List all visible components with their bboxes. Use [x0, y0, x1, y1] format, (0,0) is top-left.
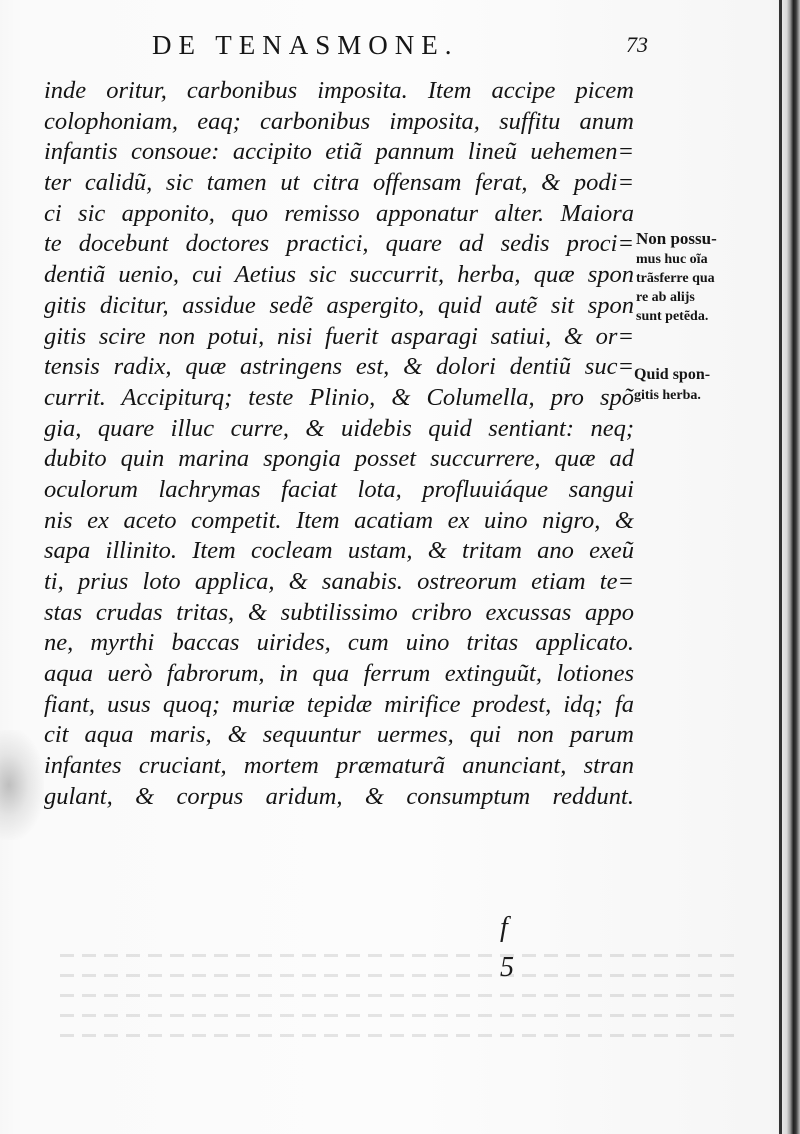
text-line: gitis scire non potui, nisi fuerit asparagi satiui, & or=: [44, 322, 634, 350]
text-line: gia, quare illuc curre, & uidebis quid sentiant: neq;: [44, 414, 634, 442]
text-line: te docebunt doctores practici, quare ad sedis proci=: [44, 230, 634, 258]
text-line: infantis consoue: accipito etiã pannum lineũ uehemen=: [44, 138, 634, 166]
page-number: 73: [626, 32, 648, 57]
marginal-note-line: mus huc oĩa: [636, 252, 708, 267]
marginal-note-line: Non possu-: [636, 229, 717, 248]
text-line: oculorum lachrymas faciat lota, profluuiáque sangui: [44, 475, 634, 503]
marginal-note-line: sunt petẽda.: [636, 309, 709, 324]
page-smudge: [0, 730, 44, 840]
text-line: inde oritur, carbonibus imposita. Item accipe picem: [44, 77, 634, 104]
text-line: aqua uerò fabrorum, in qua ferrum extinguũt, lotiones: [44, 660, 634, 688]
text-line: ci sic apponito, quo remisso apponatur alter. Maiora: [44, 199, 634, 227]
text-line: dentiã uenio, cui Aetius sic succurrit, herba, quæ spon: [44, 261, 634, 289]
bleed-line: [60, 954, 740, 957]
text-line: fiant, usus quoq; muriæ tepidæ mirifice prodest, idq; fa: [44, 690, 634, 718]
bleed-line: [60, 1034, 740, 1037]
text-line: ti, prius loto applica, & sanabis. ostreorum etiam te=: [44, 568, 634, 595]
marginal-note-line: re ab alijs: [636, 290, 695, 305]
marginal-note-line: Quid spon-: [634, 366, 711, 383]
show-through-bleed: [60, 940, 740, 1120]
marginal-note-line: trãsferre qua: [636, 271, 715, 286]
bleed-line: [60, 974, 740, 977]
text-line: sapa illinito. Item cocleam ustam, & tritam ano exeũ: [44, 537, 634, 565]
text-line: ter calidũ, sic tamen ut citra offensam ferat, & podi=: [44, 169, 634, 197]
marginal-note-line: gitis herba.: [634, 388, 701, 403]
text-line: stas crudas tritas, & subtilissimo cribro excussas appo: [44, 598, 634, 626]
text-line: tensis radix, quæ astringens est, & dolori dentiũ suc=: [44, 353, 634, 381]
signature-mark: f 5: [500, 912, 536, 983]
text-line: ne, myrthi baccas uirides, cum uino tritas applicato.: [44, 629, 634, 657]
marginal-note-transfer: [636, 228, 766, 326]
binding-edge-line: [779, 0, 782, 1134]
text-line: currit. Accipiturq; teste Plinio, & Columella, pro spõ: [44, 383, 634, 411]
text-line: cit aqua maris, & sequuntur uermes, qui non parum: [44, 721, 634, 749]
bleed-line: [60, 1014, 740, 1017]
main-text-block: [44, 76, 634, 813]
text-line: nis ex aceto competit. Item acatiam ex uino nigro, &: [44, 506, 634, 534]
text-line: gulant, & corpus aridum, & consumptum reddunt.: [44, 782, 634, 810]
bleed-line: [60, 994, 740, 997]
text-line: gitis dicitur, assidue sedẽ aspergito, quid autẽ sit spon: [44, 291, 634, 319]
running-head: DE TENASMONE.: [152, 30, 459, 60]
marginal-note-spongitis: [634, 364, 764, 405]
text-line: dubito quin marina spongia posset succurrere, quæ ad: [44, 445, 634, 473]
text-line: infantes cruciant, mortem præmaturã anunciant, stran: [44, 752, 634, 780]
text-line: colophoniam, eaq; carbonibus imposita, suffitu anum: [44, 107, 634, 135]
